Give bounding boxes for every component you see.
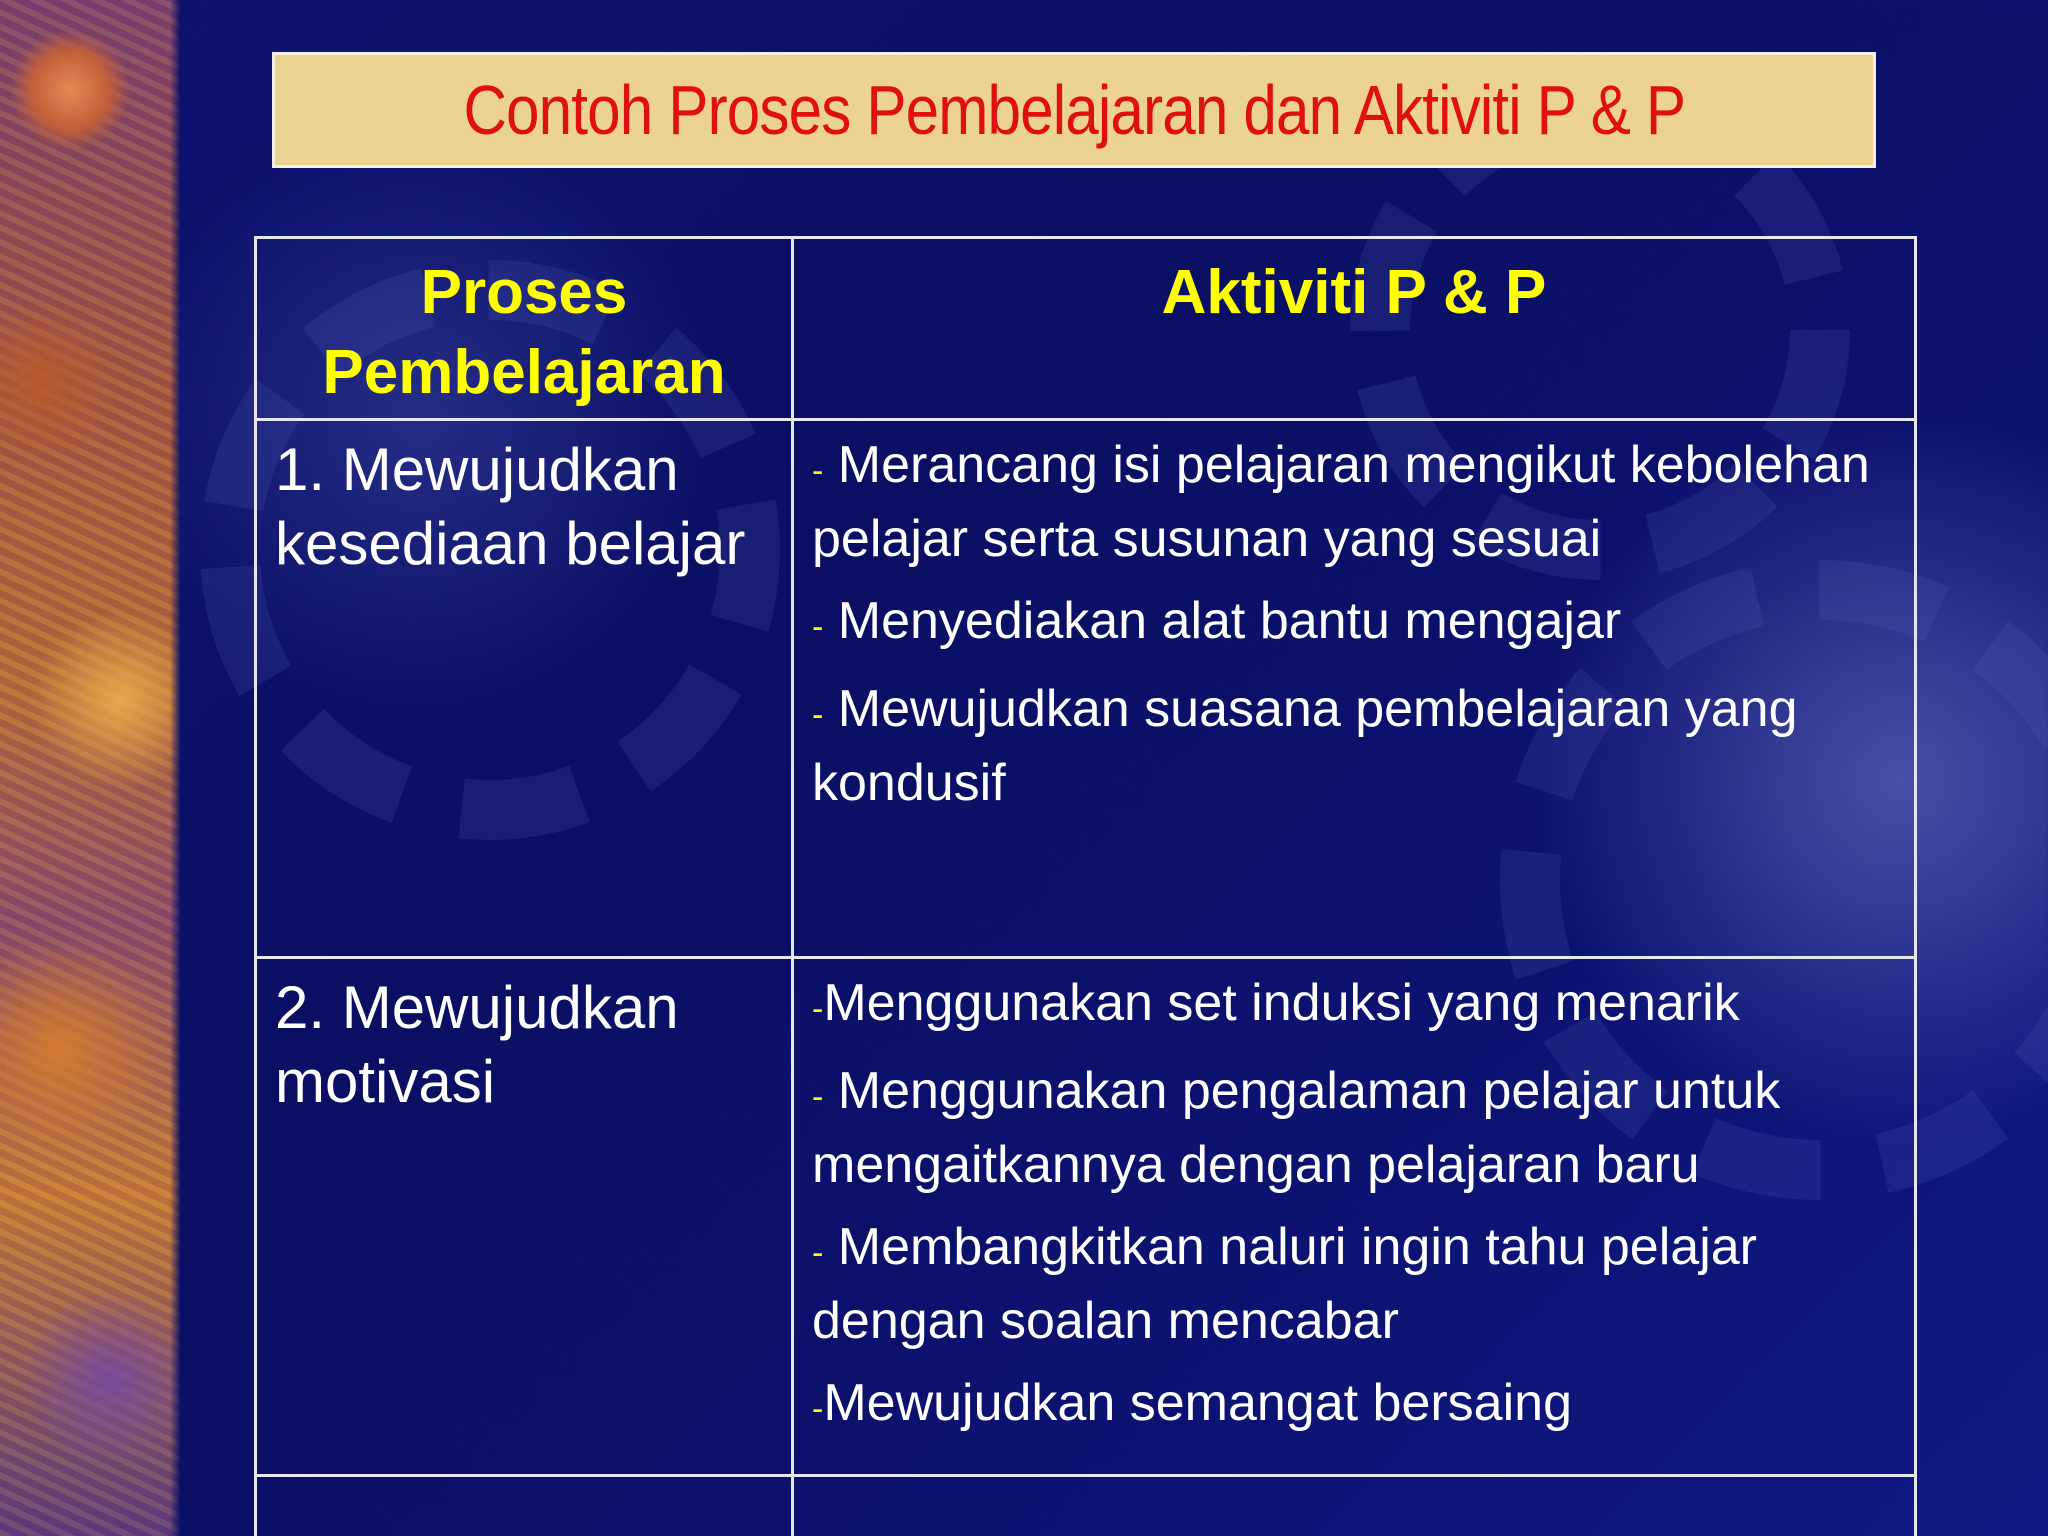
activity-item [812,587,1896,661]
activities-cell [793,420,1916,958]
process-cell: 1. Mewujudkan kesediaan belajar [256,420,793,958]
activity-item [812,431,1896,573]
bullet-dash: - [812,608,824,646]
process-activity-table [254,236,1917,1536]
table-row [256,958,1916,1476]
activity-text: Menggunakan set induksi yang menarik [823,974,1740,1032]
bullet-dash: - [812,1390,824,1428]
slide-title-box [272,52,1876,168]
activity-item [812,969,1896,1043]
bullet-dash: - [812,452,824,490]
bullet-dash: - [812,1234,824,1272]
activity-item [812,1057,1896,1199]
process-cell: 2. Mewujudkan motivasi [256,958,793,1476]
process-cell [256,1476,793,1536]
bullet-dash: - [812,990,824,1028]
bullet-dash: - [812,1078,824,1116]
activity-text: Mewujudkan suasana pembelajaran yang kondusif [812,680,1798,812]
table-row [256,420,1916,958]
bullet-dash: - [812,696,824,734]
header-proses-pembelajaran: Proses Pembelajaran [256,238,793,420]
table-header-row [256,238,1916,420]
slide-title: Contoh Proses Pembelajaran dan Aktiviti P & P [463,71,1685,149]
activity-text: Mewujudkan semangat bersaing [823,1374,1572,1432]
activity-text: Menggunakan pengalaman pelajar untuk mengaitkannya dengan pelajaran baru [812,1062,1781,1194]
activity-text: Membangkitkan naluri ingin tahu pelajar dengan soalan mencabar [812,1218,1757,1350]
activity-item [812,675,1896,817]
table-row [256,1476,1916,1536]
header-aktiviti-pp: Aktiviti P & P [793,238,1916,420]
activity-text: Menyediakan alat bantu mengajar [823,592,1622,650]
activity-item [812,1213,1896,1355]
activities-cell [793,1476,1916,1536]
activity-item [812,1369,1896,1443]
activity-text: Merancang isi pelajaran mengikut kebolehan pelajar serta susunan yang sesuai [812,436,1870,568]
activities-cell [793,958,1916,1476]
decorative-side-strip [0,0,180,1536]
